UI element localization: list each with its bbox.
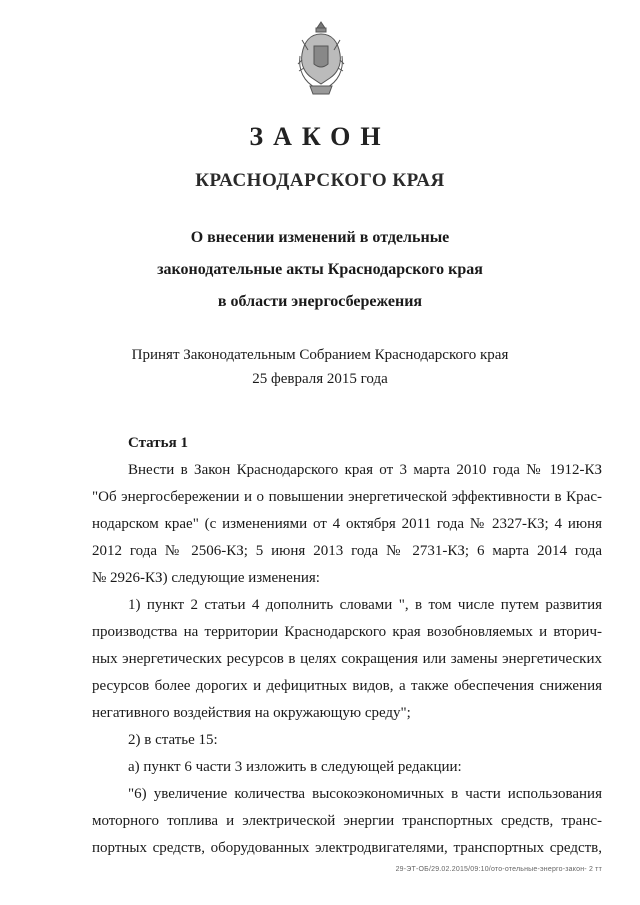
heading-line: О внесении изменений в отдельные: [190, 229, 450, 246]
law-title: ЗАКОН: [249, 122, 391, 151]
text-line: портных средств, оборудованных электродвигателями, транспортных средств,: [92, 840, 602, 856]
adoption-info: [0, 343, 640, 391]
text-line: ных энергетических ресурсов в целях сокращения или замены энергетических: [92, 651, 602, 667]
text-line: № 2926-КЗ) следующие изменения:: [92, 570, 320, 586]
coat-of-arms-emblem: [296, 20, 346, 98]
text-line: 2) в статье 15:: [128, 732, 218, 748]
law-heading: [0, 222, 640, 318]
article-title: Статья 1: [128, 435, 188, 451]
text-line: нодарском крае" (с изменениями от 4 октября 2011 года № 2327-КЗ; 4 июня: [92, 516, 602, 532]
text-line: негативного воздействия на окружающую среду";: [92, 705, 411, 721]
law-subtitle: КРАСНОДАРСКОГО КРАЯ: [195, 170, 445, 191]
adopted-by: Принят Законодательным Собранием Краснодарского края: [131, 347, 509, 363]
text-line: 1) пункт 2 статьи 4 дополнить словами ", в том числе путем развития: [128, 597, 602, 613]
text-line: 2012 года № 2506-КЗ; 5 июня 2013 года № 2731-КЗ; 6 марта 2014 года: [92, 543, 602, 559]
text-line: Внести в Закон Краснодарского края от 3 марта 2010 года № 1912-КЗ: [128, 462, 602, 478]
text-line: моторного топлива и электрической энергии транспортных средств, транс-: [92, 813, 602, 829]
text-line: ресурсов более дорогих и дефицитных видов, а также обеспечения снижения: [92, 678, 602, 694]
text-line: "6) увеличение количества высокоэкономичных в части использования: [128, 786, 602, 802]
text-line: "Об энергосбережении и о повышении энергетической эффективности в Крас-: [92, 489, 602, 505]
text-line: производства на территории Краснодарского края возобновляемых и вторич-: [92, 624, 602, 640]
file-path-footer: 29-ЭТ-ОБ/29.02.2015/09:10/ото-отельные-энерго-закон- 2 тт: [395, 866, 602, 873]
article-body: [92, 430, 602, 862]
text-line: а) пункт 6 части 3 изложить в следующей редакции:: [128, 759, 462, 775]
heading-line: законодательные акты Краснодарского края: [157, 261, 483, 278]
adopted-date: 25 февраля 2015 года: [252, 371, 388, 387]
heading-line: в области энергосбережения: [217, 293, 423, 310]
